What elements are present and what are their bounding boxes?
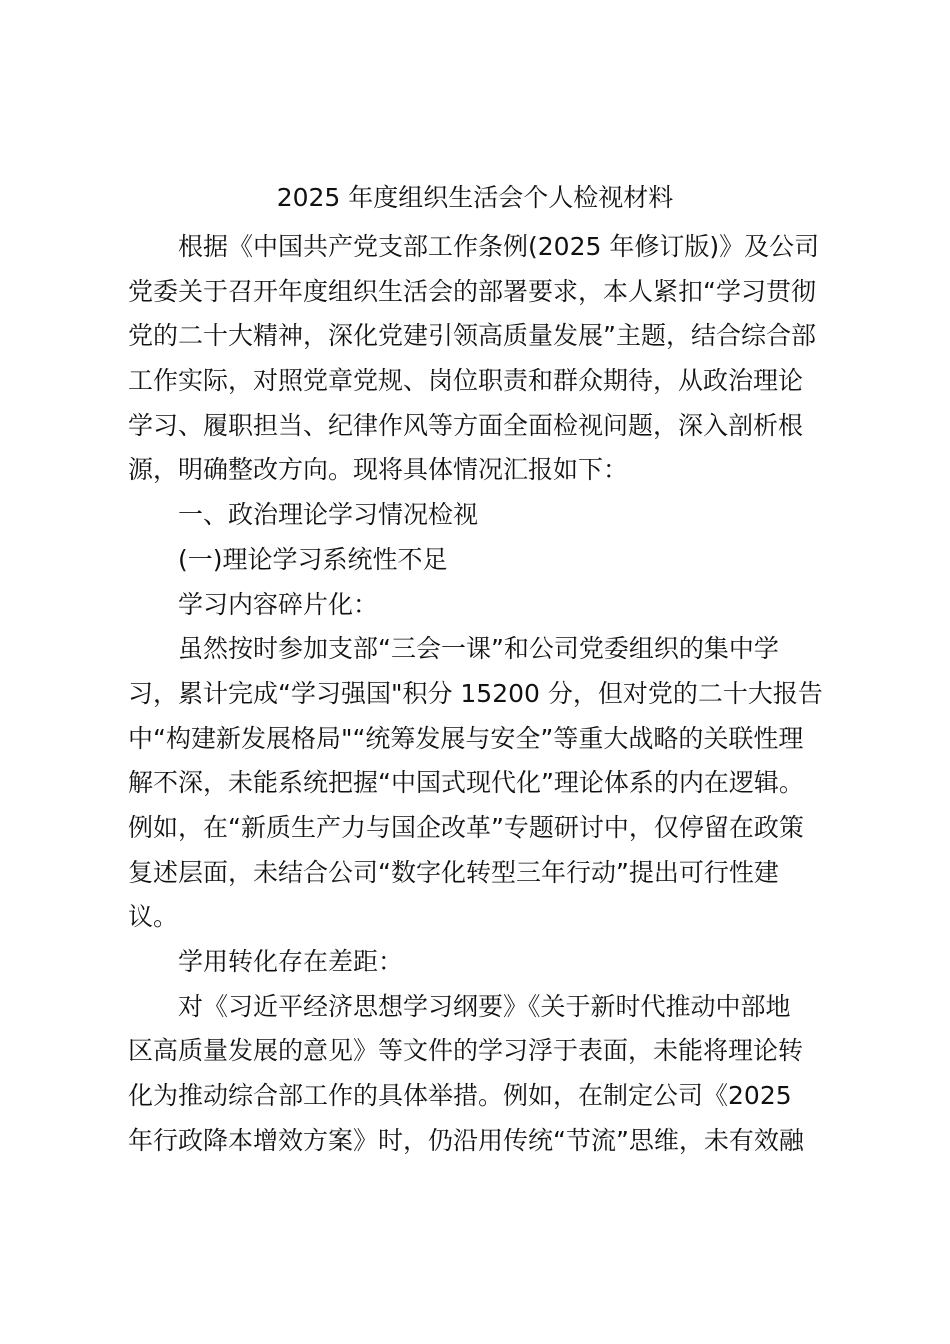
text-line: 议。: [128, 902, 179, 932]
text-line: 例如，在“新质生产力与国企改革”专题研讨中，仅停留在政策: [128, 812, 804, 842]
document-title: 2025 年度组织生活会个人检视材料: [276, 183, 674, 212]
text-line: 对《习近平经济思想学习纲要》《关于新时代推动中部地: [178, 991, 791, 1021]
point-heading: 学用转化存在差距：: [178, 947, 404, 976]
text-line: 学习、履职担当、纪律作风等方面全面检视问题，深入剖析根: [128, 410, 804, 440]
text-line: 源，明确整改方向。现将具体情况汇报如下：: [128, 455, 629, 485]
text-line: 化为推动综合部工作的具体举措。例如，在制定公司《2025: [128, 1081, 792, 1111]
text-line: 工作实际，对照党章党规、岗位职责和群众期待，从政治理论: [128, 366, 804, 396]
point-heading: 学习内容碎片化：: [178, 589, 379, 619]
text-line: 根据《中国共产党支部工作条例(2025 年修订版)》及公司: [178, 232, 820, 261]
text-line: 中“构建新发展格局"“统筹发展与安全”等重大战略的关联性理: [128, 723, 804, 753]
text-line: 区高质量发展的意见》等文件的学习浮于表面，未能将理论转: [128, 1036, 804, 1066]
text-line: 党的二十大精神，深化党建引领高质量发展”主题，结合综合部: [128, 321, 816, 351]
text-line: 党委关于召开年度组织生活会的部署要求，本人紧扣“学习贯彻: [128, 276, 816, 306]
text-line: 虽然按时参加支部“三会一课”和公司党委组织的集中学: [178, 634, 779, 664]
text-line: 习，累计完成“学习强国"积分 15200 分，但对党的二十大报告: [128, 678, 823, 708]
section-heading: 一、政治理论学习情况检视: [178, 500, 479, 530]
document-body: [128, 225, 840, 1163]
subsection-heading: (一)理论学习系统性不足: [178, 544, 448, 574]
text-line: 解不深，未能系统把握“中国式现代化”理论体系的内在逻辑。: [128, 768, 804, 798]
text-line: 复述层面，未结合公司“数字化转型三年行动”提出可行性建: [128, 857, 779, 887]
text-line: 年行政降本增效方案》时，仍沿用传统“节流”思维，未有效融: [128, 1125, 804, 1155]
